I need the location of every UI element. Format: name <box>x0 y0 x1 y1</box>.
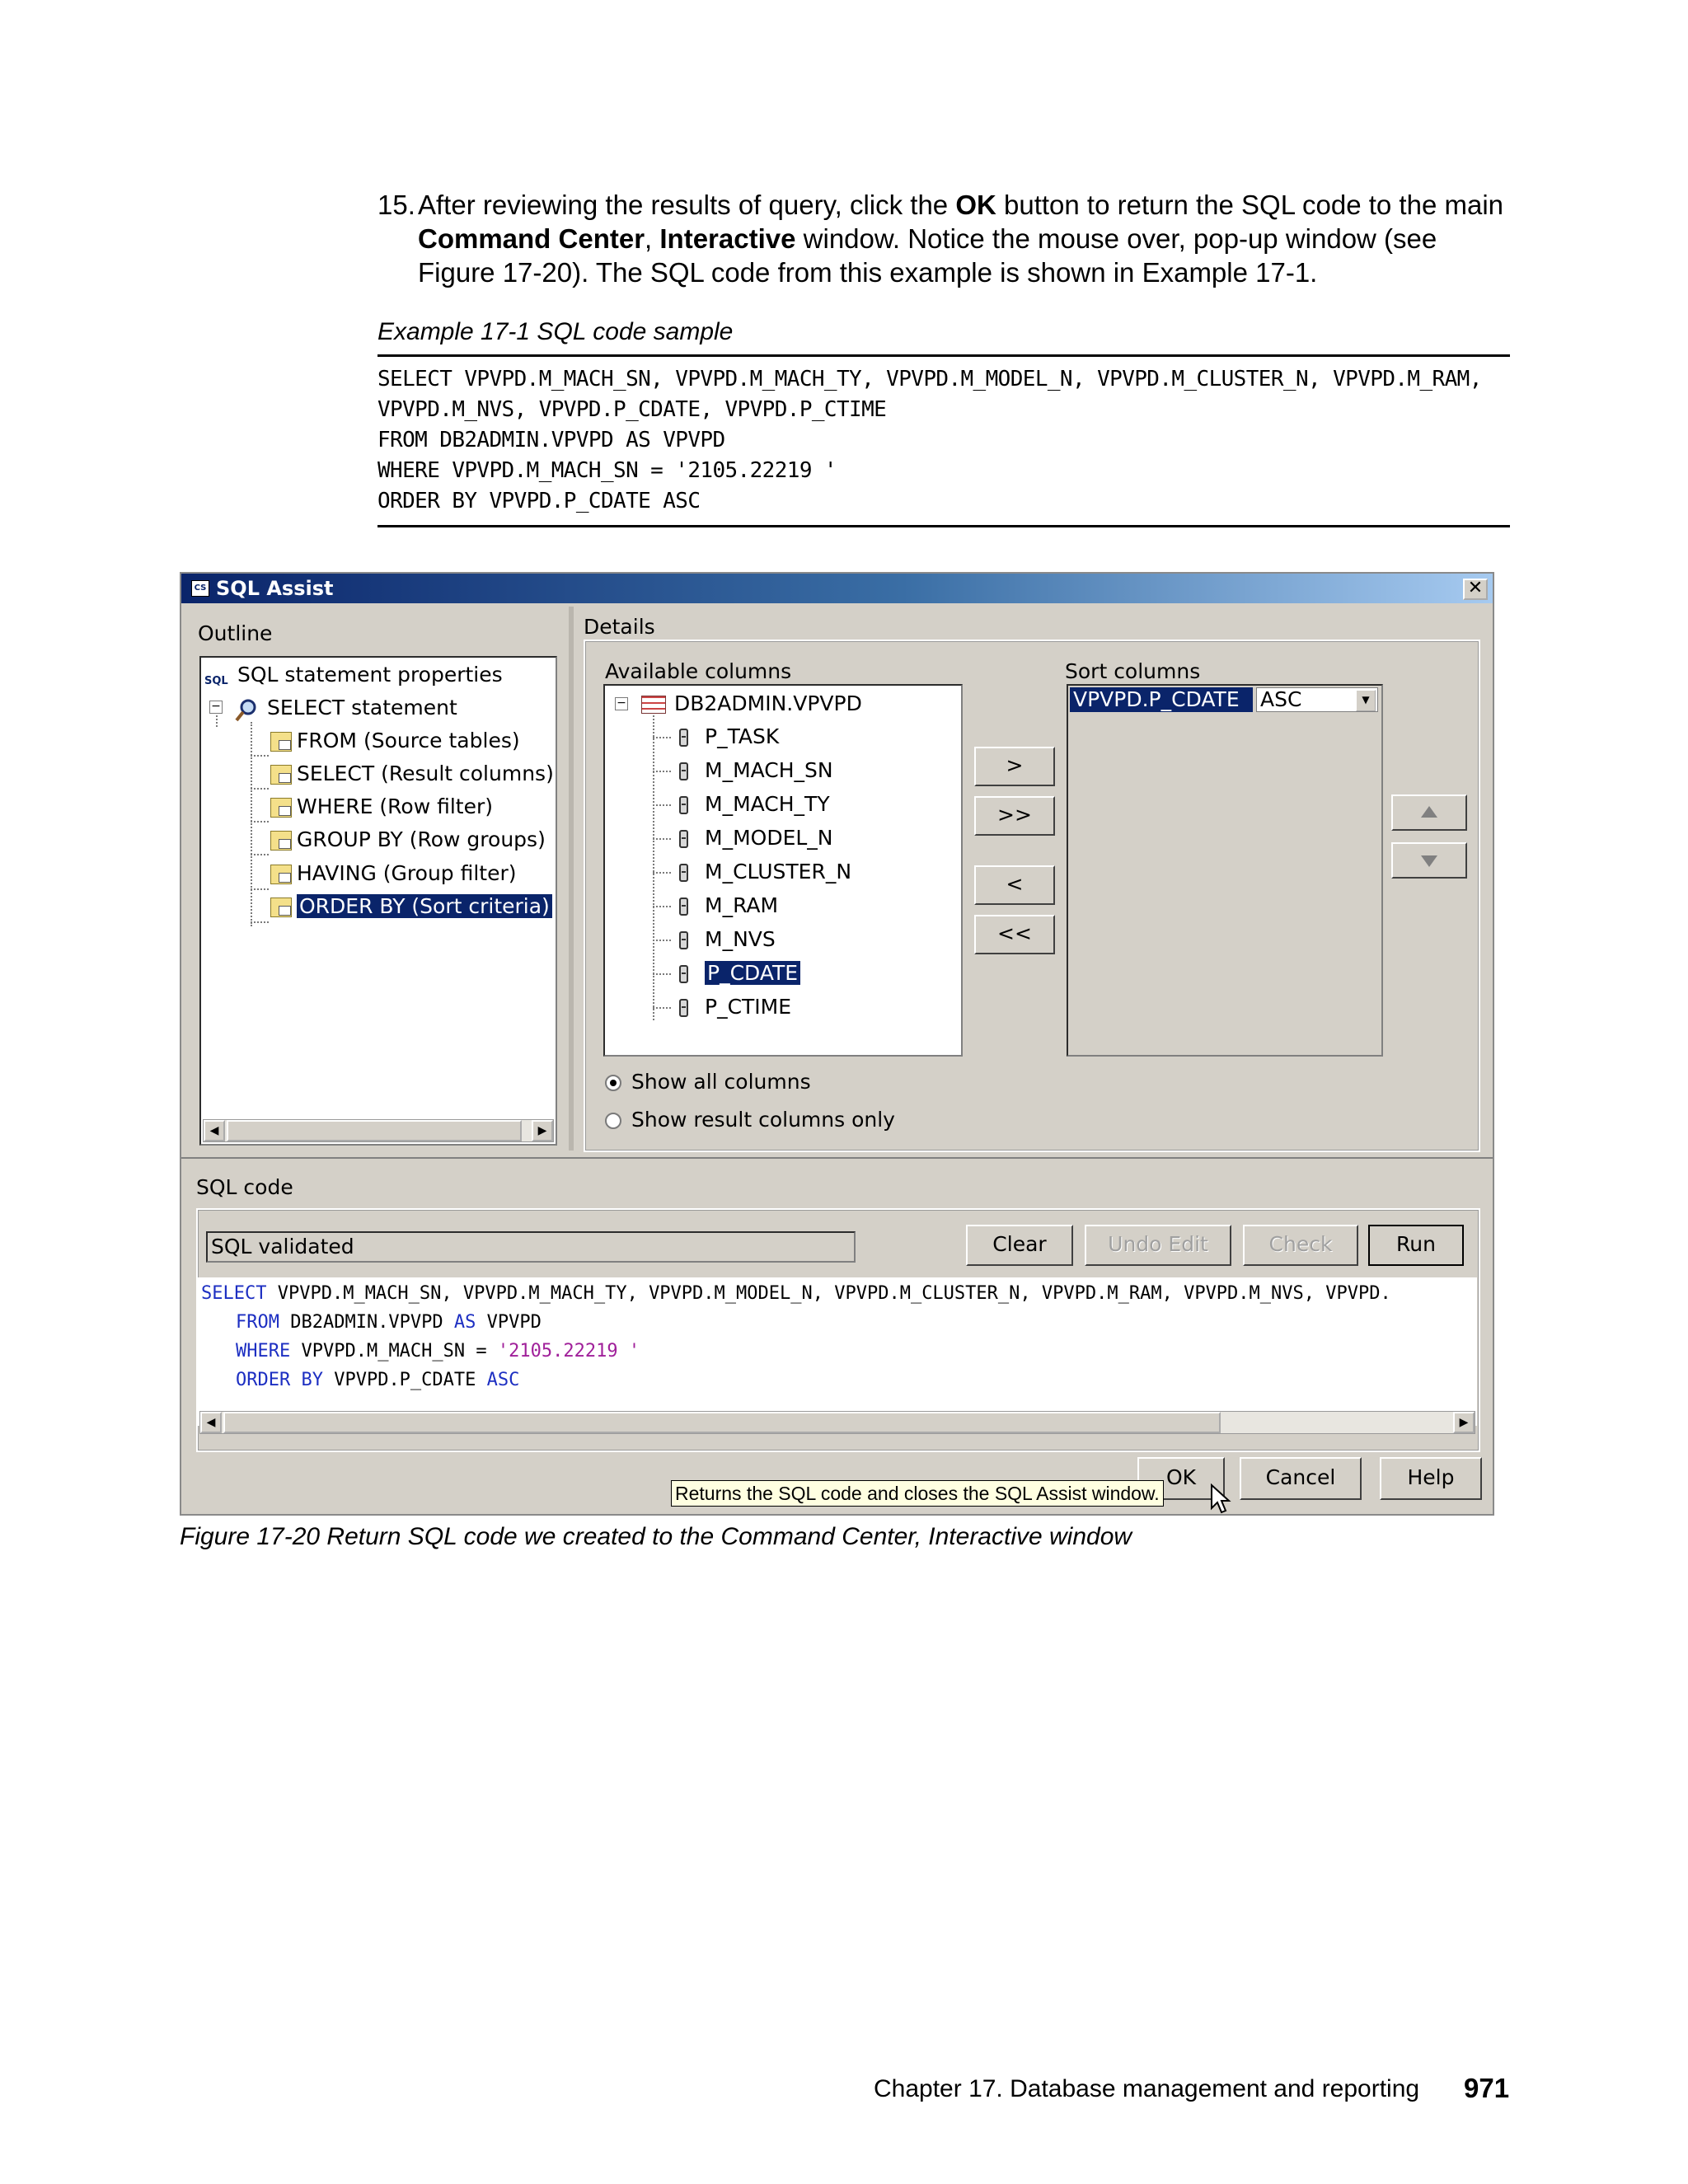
tree-item-having[interactable] <box>270 858 517 889</box>
sql-text: VPVPD.P_CDATE <box>322 1370 487 1390</box>
figure-caption: Figure 17-20 Return SQL code we created to the Command Center, Interactive window <box>180 1523 1132 1550</box>
show-result-columns-radio[interactable] <box>605 1106 895 1134</box>
tree-item-where[interactable] <box>270 791 493 823</box>
tree-item-label: HAVING (Group filter) <box>297 861 517 885</box>
outline-tree[interactable] <box>199 656 557 1146</box>
sql-keyword: FROM <box>236 1312 279 1333</box>
column-label: P_TASK <box>705 724 780 748</box>
tree-connector <box>251 854 269 855</box>
undo-edit-button[interactable]: Undo Edit <box>1085 1225 1231 1266</box>
example-bottom-rule <box>377 525 1510 527</box>
cancel-button[interactable]: Cancel <box>1240 1457 1362 1500</box>
tree-item-select-columns[interactable] <box>270 758 554 790</box>
sql-keyword: SELECT <box>201 1283 267 1304</box>
step-text: , <box>645 223 660 254</box>
sql-code-editor[interactable] <box>198 1277 1477 1426</box>
tree-connector <box>653 838 671 840</box>
sql-keyword: ORDER BY <box>236 1370 323 1390</box>
footer-chapter: Chapter 17. Database management and reporting <box>874 2075 1420 2102</box>
column-item[interactable] <box>679 823 833 854</box>
tree-connector <box>653 804 671 806</box>
column-label: P_CTIME <box>705 995 792 1019</box>
arrow-up-icon <box>1393 796 1465 829</box>
panel-splitter[interactable] <box>569 607 574 1151</box>
scroll-thumb[interactable] <box>227 1120 522 1141</box>
move-up-button[interactable] <box>1391 794 1467 831</box>
run-button[interactable]: Run <box>1368 1225 1464 1266</box>
column-item[interactable] <box>679 890 778 921</box>
column-icon <box>679 830 688 848</box>
chevron-down-icon[interactable]: ▼ <box>1356 690 1376 711</box>
table-name: DB2ADMIN.VPVPD <box>674 691 862 715</box>
step-body <box>418 188 1515 289</box>
sql-code-label: SQL code <box>196 1175 293 1199</box>
tree-connector <box>653 1007 671 1009</box>
tree-item-label: GROUP BY (Row groups) <box>297 827 546 851</box>
column-label: M_CLUSTER_N <box>705 860 852 883</box>
folder-table-icon <box>270 831 292 851</box>
ok-tooltip: Returns the SQL code and closes the SQL Assist window. <box>671 1480 1164 1507</box>
sql-line-3 <box>236 1337 640 1366</box>
tree-connector <box>251 722 252 926</box>
tree-connector <box>251 888 269 890</box>
page-number: 971 <box>1464 2073 1510 2103</box>
tree-connector <box>251 821 269 823</box>
column-icon <box>679 864 688 882</box>
mouse-cursor-icon <box>1210 1483 1231 1515</box>
sql-assist-dialog <box>180 572 1494 1516</box>
sql-keyword: AS <box>453 1312 476 1333</box>
column-item[interactable] <box>679 958 800 989</box>
tree-connector <box>653 973 671 975</box>
step-number: 15. <box>377 190 415 220</box>
ok-emphasis: OK <box>955 190 996 220</box>
sql-text: VPVPD.M_MACH_SN = <box>290 1341 498 1361</box>
ok-button[interactable]: OK <box>1137 1457 1225 1500</box>
tree-item-order-by[interactable] <box>270 891 552 922</box>
table-node[interactable] <box>641 688 862 719</box>
column-icon <box>679 965 688 983</box>
tree-connector <box>251 788 269 790</box>
sort-order-value: ASC <box>1260 687 1302 711</box>
sql-line-1 <box>201 1279 1391 1308</box>
title-bar[interactable] <box>181 574 1493 603</box>
sql-text: VPVPD.M_MACH_SN, VPVPD.M_MACH_TY, VPVPD.M_MODEL_N, VPVPD.M_CLUSTER_N, VPVPD.M_RAM, VPVPD.M_NVS, VPVPD. <box>266 1283 1391 1304</box>
sql-properties-icon: SQL <box>204 675 228 687</box>
sql-horizontal-scrollbar[interactable] <box>199 1411 1475 1434</box>
remove-column-button[interactable]: < <box>974 865 1055 905</box>
column-item[interactable] <box>679 789 830 820</box>
add-column-button[interactable]: > <box>974 747 1055 786</box>
tree-item-label: SELECT statement <box>267 696 457 719</box>
command-center-emphasis: Command Center <box>418 223 645 254</box>
column-icon <box>679 999 688 1017</box>
radio-label: Show result columns only <box>631 1108 895 1132</box>
collapse-icon[interactable]: − <box>209 701 223 714</box>
sort-column-name[interactable]: VPVPD.P_CDATE <box>1070 687 1253 712</box>
tree-item-label: FROM (Source tables) <box>297 729 520 752</box>
sql-string: '2105.22219 ' <box>497 1341 640 1361</box>
step-text: button to return the SQL code to the main <box>996 190 1504 220</box>
column-label: M_MACH_SN <box>705 758 833 782</box>
sql-text: VPVPD <box>476 1312 542 1333</box>
example-top-rule <box>377 354 1510 357</box>
tree-item-label-selected: ORDER BY (Sort criteria) <box>297 894 552 918</box>
column-item[interactable] <box>679 721 779 752</box>
step-15-paragraph <box>377 188 1515 289</box>
tree-item-select-statement[interactable] <box>234 692 457 724</box>
sort-columns-list[interactable] <box>1067 684 1383 1057</box>
tree-item-label: WHERE (Row filter) <box>297 794 494 818</box>
tree-item-label: SQL statement properties <box>237 663 503 687</box>
column-icon <box>679 931 688 949</box>
table-icon <box>641 696 666 714</box>
step-text: After reviewing the results of query, click the <box>418 190 956 220</box>
radio-unselected-icon <box>605 1113 621 1129</box>
column-label: M_MODEL_N <box>705 826 833 850</box>
folder-table-icon <box>270 798 292 818</box>
scroll-left-icon[interactable]: ◀ <box>204 1120 225 1141</box>
magnifier-icon <box>234 699 262 719</box>
tree-connector <box>653 737 671 738</box>
tree-connector <box>653 872 671 874</box>
available-columns-tree[interactable] <box>603 684 963 1057</box>
column-icon <box>679 762 688 780</box>
column-label: M_NVS <box>705 927 776 951</box>
help-button[interactable]: Help <box>1380 1457 1482 1500</box>
dialog-title: SQL Assist <box>216 577 334 600</box>
move-down-button[interactable] <box>1391 842 1467 879</box>
tree-item-from[interactable] <box>270 725 520 757</box>
tree-item-group-by[interactable] <box>270 824 546 855</box>
column-item[interactable] <box>679 924 776 955</box>
available-columns-label: Available columns <box>605 659 792 683</box>
scroll-right-icon[interactable]: ▶ <box>532 1120 553 1141</box>
column-icon <box>679 729 688 747</box>
sql-assist-app-icon: CS <box>191 580 209 597</box>
add-all-columns-button[interactable]: >> <box>974 796 1055 836</box>
sql-line-4 <box>236 1366 519 1394</box>
sql-keyword: ASC <box>486 1370 520 1390</box>
folder-table-icon <box>270 865 292 884</box>
sql-keyword: WHERE <box>236 1341 291 1361</box>
sql-text: DB2ADMIN.VPVPD <box>279 1312 454 1333</box>
tree-connector <box>653 771 671 772</box>
tree-item-label: SELECT (Result columns) <box>297 762 554 785</box>
column-label: M_MACH_TY <box>705 792 830 816</box>
scroll-right-icon[interactable]: ▶ <box>1453 1412 1475 1433</box>
arrow-down-icon <box>1393 844 1465 877</box>
collapse-icon[interactable]: − <box>615 697 628 710</box>
section-divider <box>181 1157 1493 1159</box>
tree-connector <box>653 906 671 907</box>
outline-label: Outline <box>198 621 273 645</box>
outline-horizontal-scrollbar[interactable] <box>203 1119 554 1142</box>
show-all-columns-radio[interactable] <box>605 1068 811 1096</box>
close-icon[interactable]: ✕ <box>1463 579 1488 600</box>
folder-sort-icon <box>270 898 292 917</box>
column-item[interactable] <box>679 755 833 786</box>
scroll-left-icon[interactable]: ◀ <box>200 1412 222 1433</box>
folder-table-icon <box>270 765 292 785</box>
example-code: SELECT VPVPD.M_MACH_SN, VPVPD.M_MACH_TY, VPVPD.M_MODEL_N, VPVPD.M_CLUSTER_N, VPVPD.M_RAM, VPVPD.M_NVS, VPVPD.P_CDATE, VPVPD.P_CTIME FROM DB2ADMIN.VPVPD AS VPVPD WHERE VPVPD.M_MACH_SN = '2105.22219 ' ORDER BY VPVPD.P_CDATE ASC <box>377 367 1482 513</box>
column-item[interactable] <box>679 991 791 1023</box>
tree-item-sql-properties[interactable] <box>204 659 503 691</box>
column-icon <box>679 796 688 814</box>
check-button[interactable]: Check <box>1243 1225 1358 1266</box>
example-caption: Example 17-1 SQL code sample <box>377 318 734 345</box>
column-item[interactable] <box>679 856 851 888</box>
tree-connector <box>251 921 269 923</box>
sort-columns-label: Sort columns <box>1065 659 1201 683</box>
column-label: P_CDATE <box>705 961 800 985</box>
column-icon <box>679 898 688 916</box>
sort-order-select[interactable] <box>1256 687 1378 712</box>
tree-connector <box>653 940 671 941</box>
step-text: window. Notice the mouse over, pop-up window (see Figure 17-20). The SQL code from this example is shown in Example 17-1. <box>418 223 1437 288</box>
folder-table-icon <box>270 732 292 752</box>
radio-label: Show all columns <box>631 1070 811 1094</box>
radio-selected-icon <box>605 1075 621 1091</box>
scroll-thumb[interactable] <box>223 1412 1221 1433</box>
status-field: SQL validated <box>206 1231 856 1263</box>
details-label: Details <box>584 615 655 639</box>
column-label: M_RAM <box>705 893 779 917</box>
interactive-emphasis: Interactive <box>659 223 796 254</box>
sql-line-2 <box>236 1308 542 1337</box>
remove-all-columns-button[interactable]: << <box>974 915 1055 954</box>
tree-connector <box>251 755 269 757</box>
clear-button[interactable]: Clear <box>966 1225 1073 1266</box>
